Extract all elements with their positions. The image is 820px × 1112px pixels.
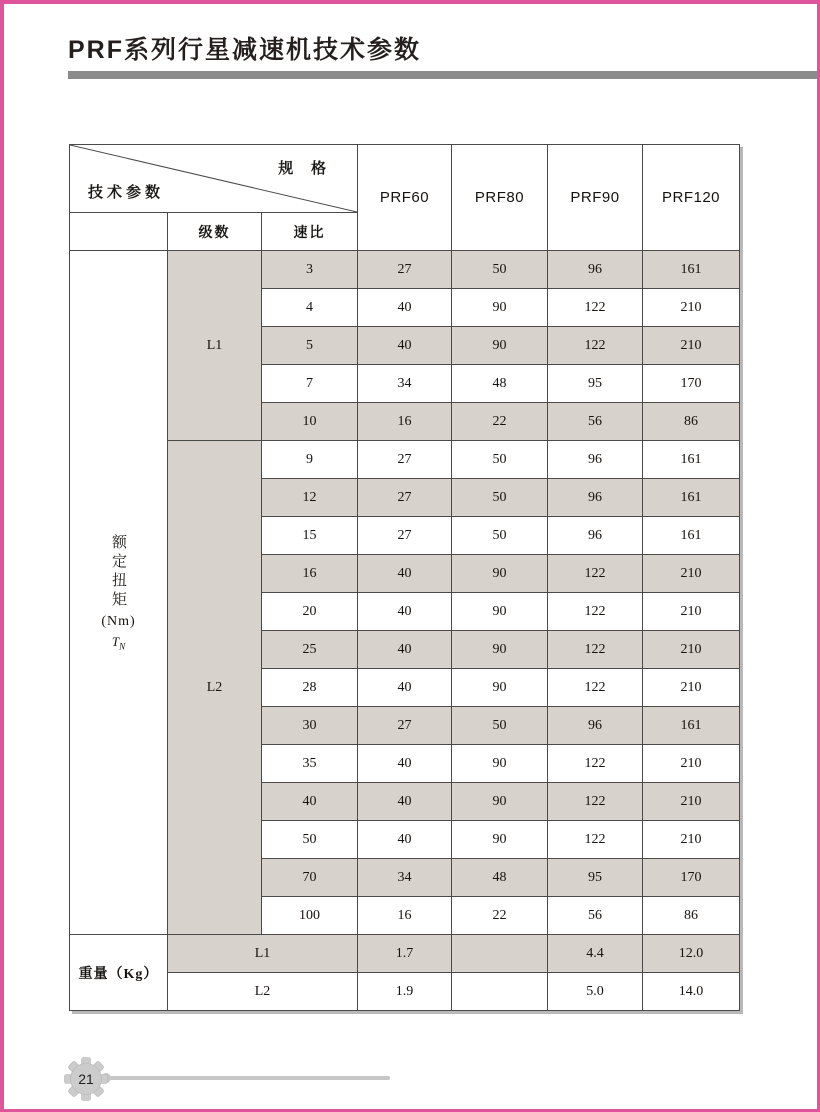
- value-cell: 50: [452, 707, 548, 745]
- page-title: PRF系列行星减速机技术参数: [68, 36, 422, 64]
- value-cell: 90: [452, 593, 548, 631]
- value-cell: 90: [452, 555, 548, 593]
- table-row: [70, 441, 740, 479]
- value-cell: 170: [643, 859, 740, 897]
- value-cell: 40: [358, 745, 452, 783]
- weight-stage-l1: L1: [168, 935, 358, 973]
- weight-row: [70, 973, 740, 1011]
- value-cell: 90: [452, 669, 548, 707]
- value-cell: 122: [548, 821, 643, 859]
- torque-unit: (Nm): [101, 613, 136, 629]
- value-cell: 86: [643, 403, 740, 441]
- ratio-cell: 3: [262, 251, 358, 289]
- value-cell: 50: [452, 251, 548, 289]
- value-cell: 90: [452, 783, 548, 821]
- value-cell: 22: [452, 403, 548, 441]
- value-cell: 22: [452, 897, 548, 935]
- ratio-cell: 50: [262, 821, 358, 859]
- value-cell: 96: [548, 479, 643, 517]
- value-cell: 1.7: [358, 935, 452, 973]
- value-cell: 56: [548, 897, 643, 935]
- value-cell: 12.0: [643, 935, 740, 973]
- ratio-cell: 16: [262, 555, 358, 593]
- ratio-cell: 25: [262, 631, 358, 669]
- ratio-cell: 5: [262, 327, 358, 365]
- footer-rule: [108, 1076, 390, 1080]
- ratio-cell: 7: [262, 365, 358, 403]
- value-cell: 122: [548, 745, 643, 783]
- value-cell: 4.4: [548, 935, 643, 973]
- value-cell: 27: [358, 479, 452, 517]
- stage-cell-l2: L2: [168, 441, 262, 935]
- value-cell: 40: [358, 821, 452, 859]
- value-cell: 161: [643, 441, 740, 479]
- value-cell: 210: [643, 555, 740, 593]
- value-cell: 27: [358, 707, 452, 745]
- value-cell: 122: [548, 631, 643, 669]
- value-cell: 90: [452, 289, 548, 327]
- column-header-prf90: PRF90: [548, 145, 643, 251]
- value-cell: [452, 973, 548, 1011]
- value-cell: [452, 935, 548, 973]
- diagonal-header-cell: [70, 145, 358, 213]
- value-cell: 50: [452, 517, 548, 555]
- value-cell: 210: [643, 669, 740, 707]
- value-cell: 161: [643, 707, 740, 745]
- ratio-cell: 100: [262, 897, 358, 935]
- gear-icon: [63, 1056, 109, 1102]
- value-cell: 86: [643, 897, 740, 935]
- value-cell: 40: [358, 289, 452, 327]
- value-cell: 90: [452, 327, 548, 365]
- value-cell: 27: [358, 441, 452, 479]
- value-cell: 122: [548, 783, 643, 821]
- column-header-prf120: PRF120: [643, 145, 740, 251]
- value-cell: 48: [452, 365, 548, 403]
- value-cell: 210: [643, 631, 740, 669]
- value-cell: 1.9: [358, 973, 452, 1011]
- torque-symbol: $T_N$: [111, 633, 126, 652]
- value-cell: 40: [358, 555, 452, 593]
- value-cell: 27: [358, 517, 452, 555]
- value-cell: 210: [643, 327, 740, 365]
- ratio-cell: 20: [262, 593, 358, 631]
- value-cell: 210: [643, 745, 740, 783]
- column-header-prf80: PRF80: [452, 145, 548, 251]
- weight-row-label: 重量（Kg）: [70, 935, 168, 1011]
- torque-row-label: [70, 251, 168, 935]
- ratio-cell: 4: [262, 289, 358, 327]
- value-cell: 170: [643, 365, 740, 403]
- header-row-1: [70, 145, 740, 213]
- ratio-cell: 70: [262, 859, 358, 897]
- value-cell: 40: [358, 669, 452, 707]
- value-cell: 5.0: [548, 973, 643, 1011]
- ratio-cell: 30: [262, 707, 358, 745]
- stage-cell-l1: L1: [168, 251, 262, 441]
- weight-row: [70, 935, 740, 973]
- value-cell: 90: [452, 821, 548, 859]
- value-cell: 14.0: [643, 973, 740, 1011]
- value-cell: 16: [358, 897, 452, 935]
- value-cell: 96: [548, 441, 643, 479]
- value-cell: 95: [548, 859, 643, 897]
- value-cell: 210: [643, 783, 740, 821]
- value-cell: 122: [548, 669, 643, 707]
- value-cell: 210: [643, 289, 740, 327]
- ratio-cell: 10: [262, 403, 358, 441]
- table-row: [70, 251, 740, 289]
- value-cell: 95: [548, 365, 643, 403]
- value-cell: 48: [452, 859, 548, 897]
- value-cell: 96: [548, 707, 643, 745]
- weight-stage-l2: L2: [168, 973, 358, 1011]
- ratio-cell: 15: [262, 517, 358, 555]
- value-cell: 56: [548, 403, 643, 441]
- value-cell: 40: [358, 631, 452, 669]
- ratio-cell: 12: [262, 479, 358, 517]
- value-cell: 27: [358, 251, 452, 289]
- torque-label-vertical: 额定扭矩: [110, 533, 126, 610]
- value-cell: 50: [452, 479, 548, 517]
- value-cell: 161: [643, 251, 740, 289]
- spec-corner-label: 规 格: [278, 161, 334, 177]
- value-cell: 40: [358, 327, 452, 365]
- value-cell: 34: [358, 365, 452, 403]
- column-header-prf60: PRF60: [358, 145, 452, 251]
- value-cell: 161: [643, 517, 740, 555]
- ratio-column-header: 速比: [262, 213, 358, 251]
- value-cell: 34: [358, 859, 452, 897]
- value-cell: 16: [358, 403, 452, 441]
- value-cell: 122: [548, 593, 643, 631]
- empty-corner-cell: [70, 213, 168, 251]
- value-cell: 90: [452, 631, 548, 669]
- page-number: 21: [78, 1071, 94, 1087]
- value-cell: 161: [643, 479, 740, 517]
- value-cell: 50: [452, 441, 548, 479]
- stage-column-header: 级数: [168, 213, 262, 251]
- value-cell: 96: [548, 517, 643, 555]
- tech-params-corner-label: 技术参数: [88, 185, 165, 201]
- ratio-cell: 28: [262, 669, 358, 707]
- ratio-cell: 35: [262, 745, 358, 783]
- spec-table: [69, 144, 740, 1011]
- ratio-cell: 40: [262, 783, 358, 821]
- title-underline: [68, 71, 820, 79]
- value-cell: 210: [643, 821, 740, 859]
- ratio-cell: 9: [262, 441, 358, 479]
- value-cell: 122: [548, 289, 643, 327]
- value-cell: 90: [452, 745, 548, 783]
- value-cell: 122: [548, 327, 643, 365]
- value-cell: 40: [358, 783, 452, 821]
- value-cell: 122: [548, 555, 643, 593]
- value-cell: 210: [643, 593, 740, 631]
- value-cell: 40: [358, 593, 452, 631]
- value-cell: 96: [548, 251, 643, 289]
